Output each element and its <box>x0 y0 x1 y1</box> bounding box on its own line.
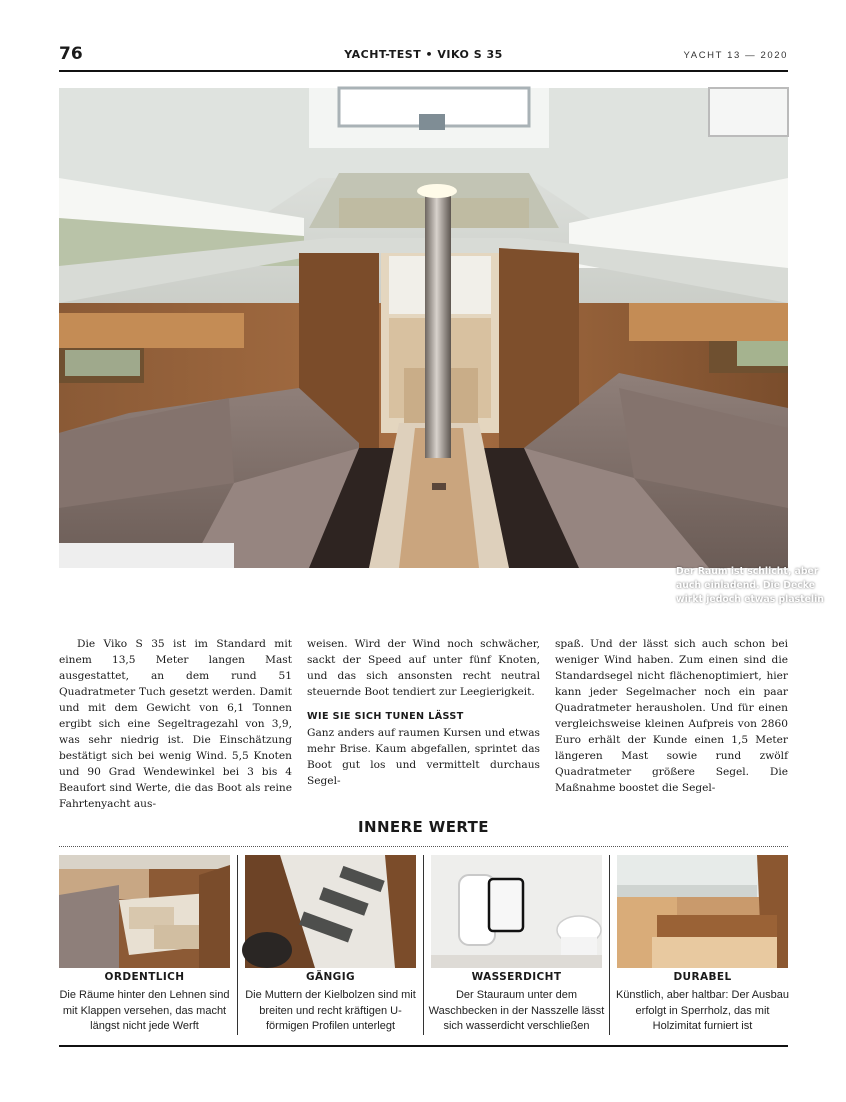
article-column-2 <box>307 636 540 789</box>
column-divider <box>423 855 424 1035</box>
running-title: YACHT-TEST • VIKO S 35 <box>344 48 503 61</box>
article-paragraph: Die Viko S 35 ist im Standard mit einem 13,5 Meter langen Mast ausgestattet, an dem rund 51 Quadratmeter Tuch gesetzt werden. Damit und mit dem Gewicht von 6,1 Tonnen ergibt sich eine Segeltragezahl von 3,9, was sehr niedrig ist. Die Einschätzung bestätigt sich bei wenig Wind. 5,5 Knoten und 90 Grad Wendewinkel bei 3 bis 4 Beaufort sind Werte, die das Boot als reine Fahrtenyacht aus- <box>59 638 292 810</box>
gallery-caption-3: Der Stauraum unter dem Waschbecken in der Nasszelle lässt sich wasserdicht verschließen <box>428 989 605 1032</box>
gallery-label-4: DURABEL <box>673 971 732 983</box>
subheading: WIE SIE SICH TUNEN LÄSST <box>307 711 464 722</box>
column-divider <box>237 855 238 1035</box>
gallery-photo-3 <box>431 855 602 968</box>
gallery-label-2: GÄNGIG <box>305 971 356 983</box>
hero-caption: Der Raum ist schlicht, aber auch einladend. Die Decke wirkt jedoch etwas plastelin <box>676 566 824 605</box>
gallery-caption-2: Die Muttern der Kielbolzen sind mit breiten und recht kräftigen U-förmigen Profilen unterlegt <box>245 989 416 1032</box>
page-number: 76 <box>59 44 83 64</box>
gallery-photo-2 <box>245 855 416 968</box>
article-column-1 <box>59 636 292 812</box>
gallery-caption-1: Die Räume hinter den Lehnen sind mit Klappen versehen, das macht längst nicht jede Werft <box>59 989 230 1032</box>
hero-photo <box>59 88 824 605</box>
page-header <box>59 44 788 70</box>
header-rule <box>59 70 788 72</box>
gallery-label-1: ORDENTLICH <box>104 971 185 983</box>
gallery-photo-4 <box>617 855 788 968</box>
column-divider <box>609 855 610 1035</box>
article-column-3 <box>555 636 788 796</box>
gallery-label-3: WASSERDICHT <box>471 971 562 983</box>
footer-rule <box>59 1045 788 1047</box>
gallery-photo-1 <box>59 855 230 968</box>
gallery-caption-4: Künstlich, aber haltbar: Der Ausbau erfolgt in Sperrholz, das mit Holzimitat furniert ist <box>615 989 790 1032</box>
issue-label: YACHT 13 — 2020 <box>683 50 788 61</box>
dotted-divider <box>59 846 788 847</box>
gallery-title: INNERE WERTE <box>358 818 489 836</box>
article-paragraph: spaß. Und der lässt sich auch schon bei weniger Wind haben. Zum einen sind die Standardsegel nicht flächenoptimiert, hier kann jeder Segelmacher noch ein paar Quadratmeter herausholen. Und für einen vergleichsweise kleinen Aufpreis von 2860 Euro erhält der Kunde einen 1,5 Meter längeren Mast sowie rund zwölf Quadratmeter größere Segel. Die Maßnahme boostet die Segel- <box>555 638 788 794</box>
article-paragraph: weisen. Wird der Wind noch schwächer, sackt der Speed auf unter fünf Knoten, und das sich ansonsten recht neutral steuernde Boot tendiert zur Leegierigkeit. <box>307 638 540 698</box>
article-paragraph: Ganz anders auf raumen Kursen und etwas mehr Brise. Kaum abgefallen, sprintet das Boot gut los und vermittelt durchaus Segel- <box>307 727 540 787</box>
